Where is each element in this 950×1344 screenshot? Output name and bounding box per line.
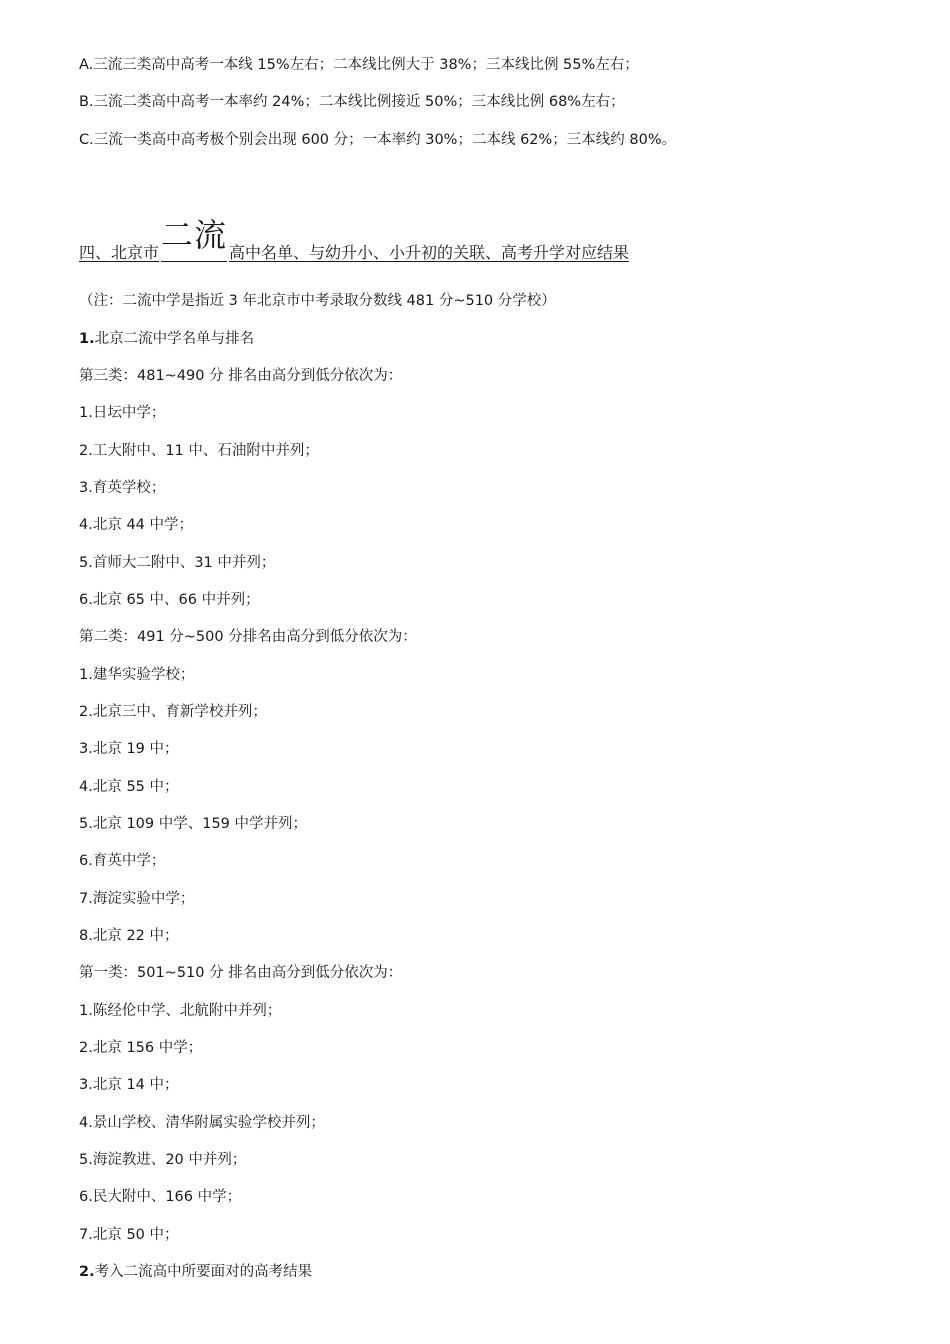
subsection-2-number: 2.	[79, 1264, 95, 1280]
subsection-1-number: 1.	[79, 331, 95, 347]
intro-line-b: B.三流二类高中高考一本率约 24%；二本线比例接近 50%；三本线比例 68%左右；	[79, 94, 625, 110]
section-heading-suffix: 高中名单、与幼升小、小升初的关联、高考升学对应结果	[229, 243, 630, 262]
list-item: 6.北京 65 中、66 中并列；	[79, 592, 260, 608]
list-item: 3.北京 14 中；	[79, 1077, 179, 1093]
subsection-1-title	[79, 329, 254, 349]
list-item: 7.海淀实验中学；	[79, 891, 195, 907]
intro-line-c: C.三流一类高中高考极个别会出现 600 分；一本率约 30%；二本线 62%；三本线约 80%。	[79, 132, 677, 148]
subsection-2-title	[79, 1262, 312, 1282]
list-item: 6.民大附中、166 中学；	[79, 1189, 242, 1205]
list-item: 5.北京 109 中学、159 中学并列；	[79, 816, 308, 832]
section-note: （注：二流中学是指近 3 年北京市中考录取分数线 481 分~510 分学校）	[79, 293, 556, 309]
list-item: 2.北京 156 中学；	[79, 1040, 203, 1056]
list-item: 1.陈经伦中学、北航附中并列；	[79, 1003, 282, 1019]
list-item: 7.北京 50 中；	[79, 1227, 179, 1243]
list-item: 1.日坛中学；	[79, 405, 166, 421]
list-item: 3.育英学校；	[79, 480, 166, 496]
list-item: 4.景山学校、清华附属实验学校并列；	[79, 1115, 325, 1131]
list-item: 2.工大附中、11 中、石油附中并列；	[79, 443, 319, 459]
list-item: 1.建华实验学校；	[79, 667, 195, 683]
list-item: 3.北京 19 中；	[79, 741, 179, 757]
category-2-title: 第二类：491 分~500 分排名由高分到低分依次为：	[79, 629, 417, 645]
list-item: 4.北京 44 中学；	[79, 517, 194, 533]
list-item: 6.育英中学；	[79, 853, 166, 869]
list-item: 2.北京三中、育新学校并列；	[79, 704, 267, 720]
section-heading-prefix: 四、北京市	[79, 243, 160, 262]
intro-line-a: A.三流三类高中高考一本线 15%左右；二本线比例大于 38%；三本线比例 55%左右；	[79, 57, 639, 73]
list-item: 5.首师大二附中、31 中并列；	[79, 555, 276, 571]
category-1-title: 第一类：501~510 分 排名由高分到低分依次为：	[79, 965, 403, 981]
list-item: 8.北京 22 中；	[79, 928, 179, 944]
list-item: 5.海淀教进、20 中并列；	[79, 1152, 247, 1168]
subsection-2-text: 考入二流高中所要面对的高考结果	[94, 1264, 313, 1280]
category-3-title: 第三类：481~490 分 排名由高分到低分依次为：	[79, 368, 403, 384]
list-item: 4.北京 55 中；	[79, 779, 179, 795]
section-heading	[79, 216, 630, 268]
subsection-1-text: 北京二流中学名单与排名	[94, 331, 255, 347]
section-heading-emphasis: 二流	[161, 216, 228, 254]
